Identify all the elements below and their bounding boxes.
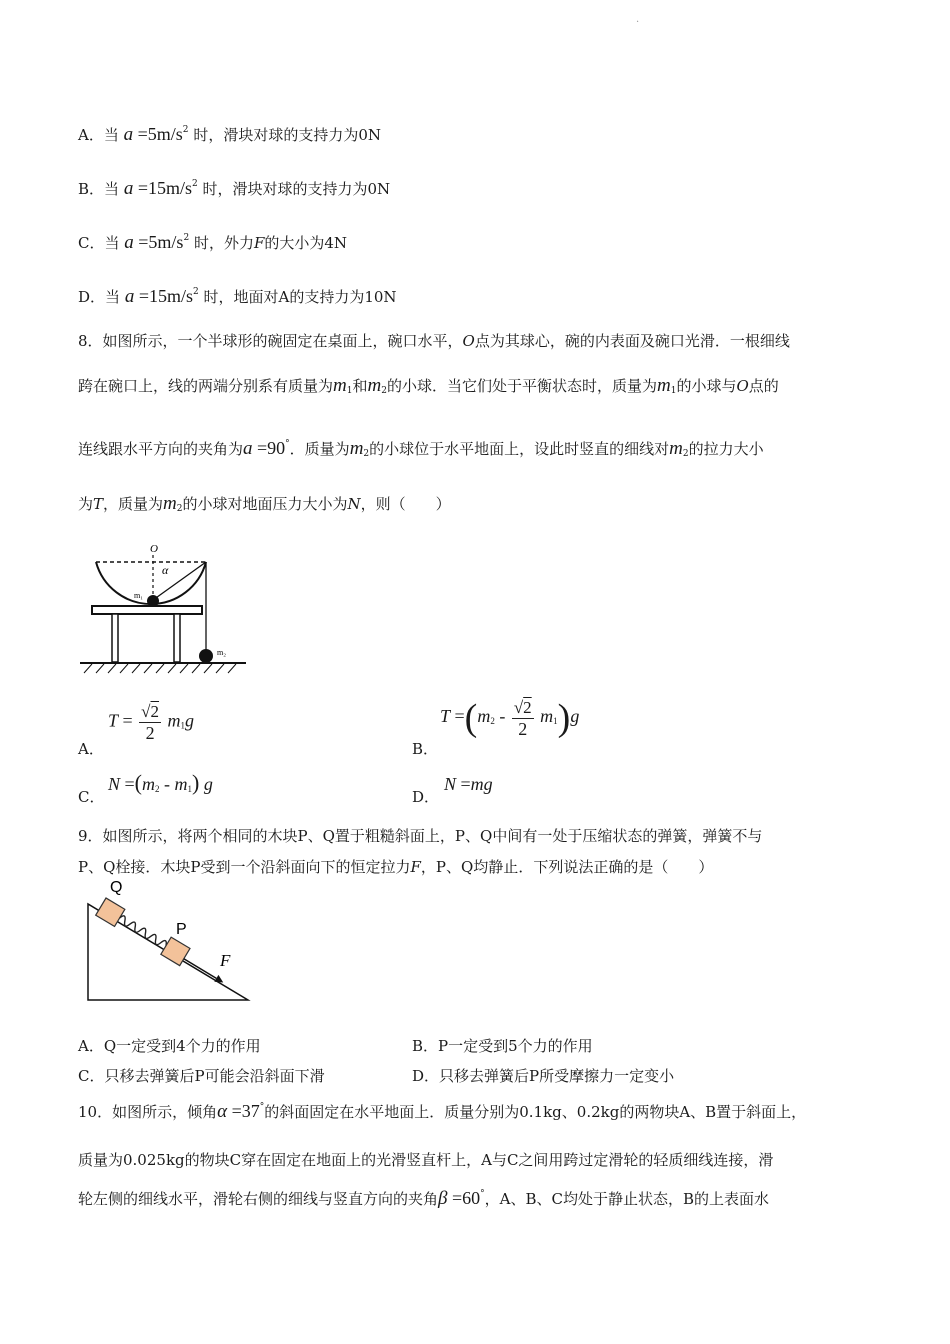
q7-option-c: C．当 $a =5m/s^2$ 时，外力F的大小为4N — [78, 232, 348, 253]
q7-option-d: D．当 $a =15m/s^2$ 时，地面对A的支持力为10N — [78, 286, 397, 307]
q8-line-4: 为T，质量为$m_2$的小球对地面压力大小为N，则（ ） — [78, 493, 451, 514]
bowl-figure — [78, 540, 248, 680]
label-f: F — [220, 951, 231, 970]
q8-option-a-formula: T = $\frac{√2}{2}$ $m_1g$ — [108, 702, 195, 743]
q9-option-d: D．只移去弹簧后P所受摩擦力一定变小 — [412, 1067, 675, 1085]
q8-option-b-label: B． — [412, 740, 439, 758]
table-leg-left — [112, 614, 118, 662]
q8-option-b-formula: $T =(m_2$ - $\frac{√2}{2}$ $m_1)g$ — [440, 697, 580, 739]
q10-line-1: 10．如图所示，倾角α =37°的斜面固定在水平地面上．质量分别为0.1kg、0.2kg的两物块A、B置于斜面上， — [78, 1101, 807, 1122]
q7-option-a: A．当 $a =5m/s^2$ 时，滑块对球的支持力为0N — [78, 124, 381, 145]
q8-line-2: 跨在碗口上，线的两端分别系有质量为$m_1$和$m_2$的小球．当它们处于平衡状态时，质量为$m_1$的小球与O点的 — [78, 375, 779, 396]
label-q: Q — [110, 879, 123, 896]
q9-line-2: P、Q栓接．木块P受到一个沿斜面向下的恒定拉力F，P、Q均静止．下列说法正确的是（ ） — [78, 858, 714, 876]
label-alpha: α — [162, 563, 169, 577]
q9-option-a: A．Q一定受到4个力的作用 — [78, 1037, 261, 1055]
q8-option-a-label: A． — [78, 740, 104, 758]
q8-option-d-formula: N =mg — [444, 774, 493, 794]
incline-figure — [78, 876, 253, 1004]
header-mark: . — [636, 14, 640, 25]
q7-option-b: B．当 $a =15m/s^2$ 时，滑块对球的支持力为0N — [78, 178, 391, 199]
label-p: P — [176, 921, 187, 938]
q8-option-c-label: C． — [78, 788, 105, 806]
q8-line-3: 连线跟水平方向的夹角为a =90°．质量为$m_2$的小球位于水平地面上，设此时竖直的细线对$m_2$的拉力大小 — [78, 438, 764, 459]
q9-option-b: B．P一定受到5个力的作用 — [412, 1037, 593, 1055]
q9-line-1: 9．如图所示，将两个相同的木块P、Q置于粗糙斜面上，P、Q中间有一处于压缩状态的弹簧，弹簧不与 — [78, 827, 763, 845]
q8-option-c-formula: $N =(m_2 - m_1)$ g — [108, 770, 213, 795]
ground-hatch — [84, 664, 236, 673]
q8-option-d-label: D． — [412, 788, 440, 806]
label-o: O — [150, 543, 158, 555]
table-top — [92, 606, 202, 614]
q9-option-c: C．只移去弹簧后P可能会沿斜面下滑 — [78, 1067, 325, 1085]
q10-line-2: 质量为0.025kg的物块C穿在固定在地面上的光滑竖直杆上，A与C之间用跨过定滑轮的轻质细线连接，滑 — [78, 1151, 774, 1169]
table-leg-right — [174, 614, 180, 662]
q10-line-3: 轮左侧的细线水平，滑轮右侧的细线与竖直方向的夹角β =60°，A、B、C均处于静止状态，B的上表面水 — [78, 1188, 769, 1209]
label-m2: m₂ — [217, 648, 227, 657]
label-m1: m₁ — [134, 591, 144, 600]
ball-m2 — [199, 649, 213, 663]
q8-line-1: 8．如图所示，一个半球形的碗固定在桌面上，碗口水平，O点为其球心，碗的内表面及碗口光滑．一根细线 — [78, 332, 790, 350]
